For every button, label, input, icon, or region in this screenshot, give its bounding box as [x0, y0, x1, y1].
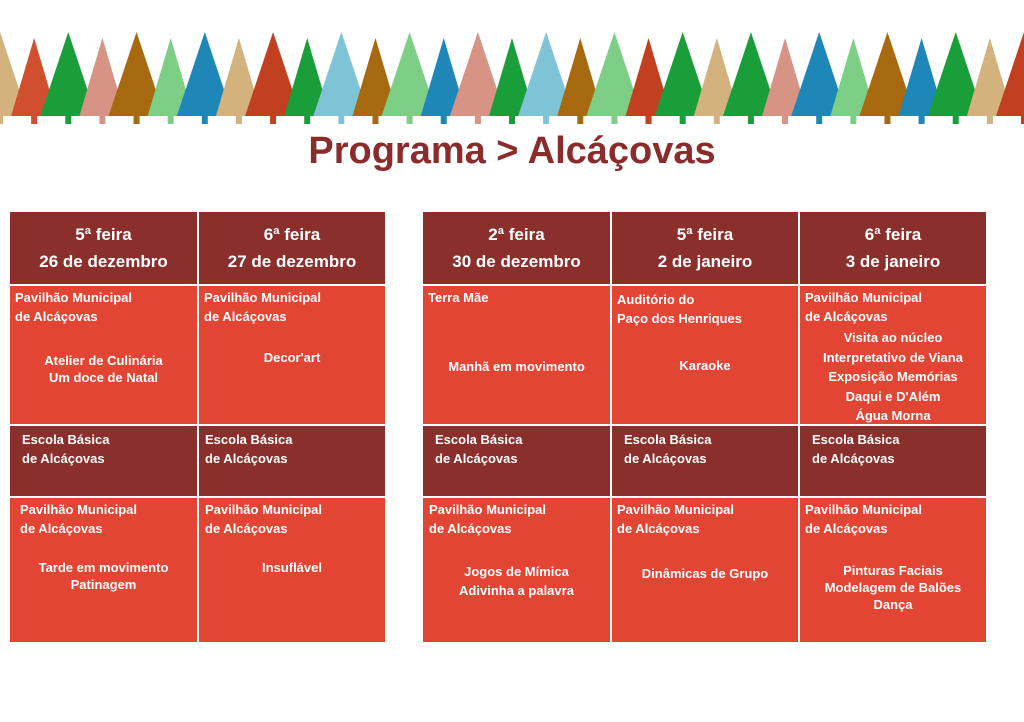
school-cell [199, 426, 385, 496]
day-date: 2 de janeiro [657, 252, 753, 271]
page-title: Programa > Alcáçovas [308, 130, 716, 172]
school-cell [612, 426, 798, 496]
afternoon-cell [612, 498, 798, 642]
afternoon-cell [800, 498, 986, 642]
venue-label: Pavilhão Municipal de Alcáçovas [15, 290, 133, 324]
activity-label: Atelier de Culinária Um doce de Natal [44, 353, 163, 385]
venue-label: Pavilhão Municipal de Alcáçovas [617, 502, 735, 536]
day-name: 5ª feira [676, 225, 734, 244]
morning-cell [423, 286, 610, 424]
activity-label: Jogos de Mímica Adivinha a palavra [459, 564, 574, 598]
venue-label: Pavilhão Municipal de Alcáçovas [204, 290, 322, 324]
afternoon-cell [423, 498, 610, 642]
schedule-table-december [10, 212, 385, 642]
venue-label: Pavilhão Municipal de Alcáçovas [805, 502, 923, 536]
day-header [423, 212, 610, 284]
afternoon-cell [10, 498, 197, 642]
activity-label: Pinturas Faciais Modelagem de Balões Dança [824, 563, 962, 612]
venue-label: Pavilhão Municipal de Alcáçovas [429, 502, 547, 536]
activity-label: Manhã em movimento [448, 359, 585, 374]
christmas-trees-banner [0, 30, 1024, 125]
day-header [800, 212, 986, 284]
venue-label: Escola Básica de Alcáçovas [205, 432, 293, 466]
day-header [199, 212, 385, 284]
venue-label: Terra Mãe [428, 290, 489, 305]
venue-label: Escola Básica de Alcáçovas [22, 432, 110, 466]
day-header [612, 212, 798, 284]
venue-label: Escola Básica de Alcáçovas [812, 432, 900, 466]
day-header [10, 212, 197, 284]
venue-label: Escola Básica de Alcáçovas [624, 432, 712, 466]
schedule-table-january [423, 212, 986, 642]
venue-label: Pavilhão Municipal de Alcáçovas [805, 290, 923, 324]
day-name: 2ª feira [488, 225, 545, 244]
morning-cell [800, 286, 986, 424]
school-cell [423, 426, 610, 496]
day-date: 26 de dezembro [39, 252, 168, 271]
venue-label: Escola Básica de Alcáçovas [435, 432, 523, 466]
day-date: 27 de dezembro [227, 252, 357, 271]
day-name: 6ª feira [864, 225, 922, 244]
morning-cell [612, 286, 798, 424]
day-name: 5ª feira [75, 225, 132, 244]
venue-label: Pavilhão Municipal de Alcáçovas [20, 502, 138, 536]
activity-label: Tarde em movimento Patinagem [38, 560, 169, 592]
school-cell [800, 426, 986, 496]
activity-label: Dinâmicas de Grupo [641, 566, 769, 581]
day-date: 30 de dezembro [452, 252, 581, 271]
activity-label: Visita ao núcleo Interpretativo de Viana Exposição Memórias Daqui e D'Além Água Morna [823, 330, 963, 423]
morning-cell [10, 286, 197, 424]
venue-label: Pavilhão Municipal de Alcáçovas [205, 502, 323, 536]
activity-label: Karaoke [679, 358, 731, 373]
school-cell [10, 426, 197, 496]
activity-label: Decor'art [263, 350, 321, 365]
day-name: 6ª feira [263, 225, 321, 244]
venue-label: Auditório do Paço dos Henriques [617, 292, 742, 326]
day-date: 3 de janeiro [845, 252, 941, 271]
morning-cell [199, 286, 385, 424]
afternoon-cell [199, 498, 385, 642]
activity-label: Insuflável [262, 560, 322, 575]
